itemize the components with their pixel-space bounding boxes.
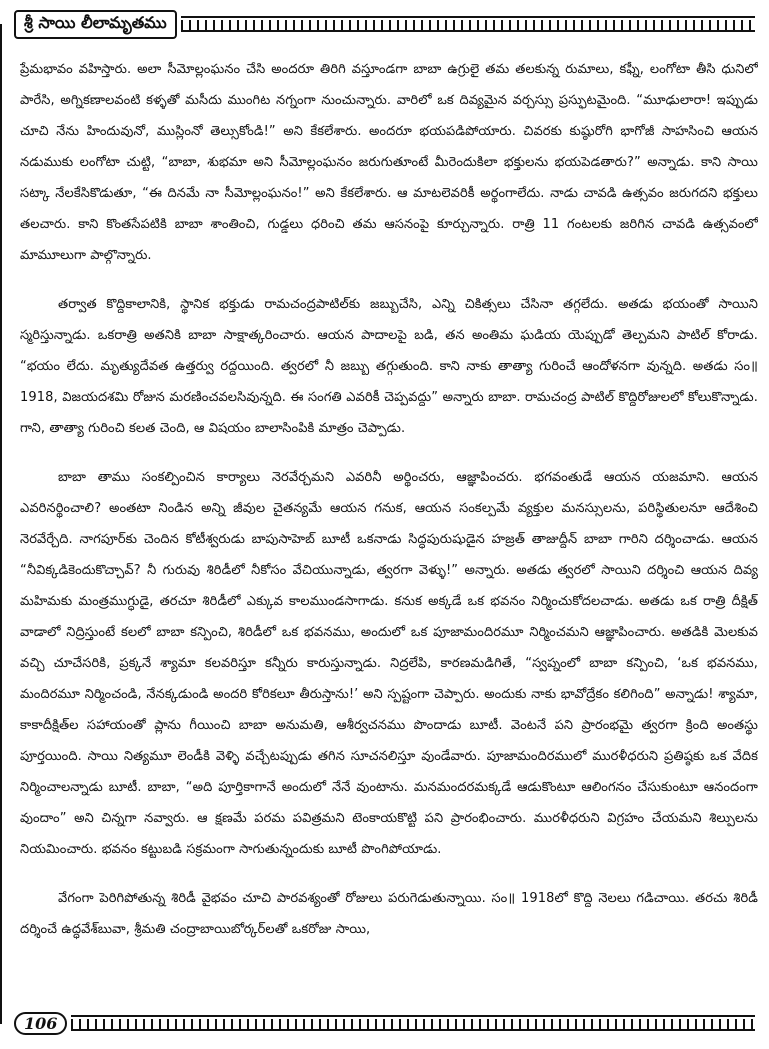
paragraph-continued: ప్రేమభావం వహిస్తారు. అలా సీమోల్లంఘనం చేసి అందరూ తిరిగి వస్తూండగా బాబా ఉగ్రులై తమ తలకున్న రుమాలు, కఫ్నీ, లంగోటా తీసి ధునిలో పారేసి, అగ్నికణాలవంటి కళ్ళతో మసీదు ముంగిట నగ్నంగా నుంచున్నారు. వారిలో ఒక దివ్యమైన వర్చస్సు ప్రస్ఫుటమైంది. “మూఢులారా! ఇప్పుడు చూచి నేను హిందువునో, ముస్లింనో తెల్సుకోండి!” అని కేకలేశారు. అందరూ భయపడిపోయారు. చివరకు కుష్ఠురోగి భాగోజీ సాహసించి ఆయన నడుముకు లంగోటా చుట్టి, “బాబా, శుభమా అని సీమోల్లంఘనం జరుగుతూంటే మీరెందుకిలా భక్తులను భయపెడతారు?” అన్నాడు. కాని సాయి సట్కా నేలకేసికొడుతూ, “ఈ దినమే నా సీమోల్లంఘనం!” అని కేకలేశారు. ఆ మాటలెవరికీ అర్థంగాలేదు. నాడు చావడి ఉత్సవం జరుగదని భక్తులు తలచారు. కాని కొంతసేపటికి బాబా శాంతించి, గుడ్డలు ధరించి తమ ఆసనంపై కూర్చున్నారు. రాత్రి 11 గంటలకు జరిగిన చావడి ఉత్సవంలో మామూలుగా పాల్గొన్నారు.	[20, 62, 758, 263]
paragraph: వేగంగా పెరిగిపోతున్న శిరిడీ వైభవం చూచి పారవశ్యంతో రోజులు పరుగెడుతున్నాయి. సం॥ 1918లో కొద్ది నెలలు గడిచాయి. తరచు శిరిడీ దర్శించే ఉద్ధవేశ్‌బువా, శ్రీమతి చంద్రాబాయిబోర్కర్‌లతో ఒకరోజు సాయి,	[20, 891, 758, 937]
running-title: శ్రీ సాయి లీలామృతము	[14, 10, 177, 39]
page-number: 106	[14, 1012, 67, 1035]
page-body	[20, 54, 758, 1004]
paragraph: తర్వాత కొద్దికాలానికి, స్థానిక భక్తుడు రామచంద్రపాటిల్‌కు జబ్బుచేసి, ఎన్ని చికిత్సలు చేసినా తగ్గలేదు. అతడు భయంతో సాయిని స్మరిస్తున్నాడు. ఒకరాత్రి అతనికి బాబా సాక్షాత్కరించారు. ఆయన పాదాలపై బడి, తన అంతిమ ఘడియ యెప్పుడో తెల్పమని పాటిల్ కోరాడు. “భయం లేదు. మృత్యుదేవత ఉత్తర్వు రద్దయింది. త్వరలో నీ జబ్బు తగ్గుతుంది. కాని నాకు తాత్యా గురించే ఆందోళనగా వున్నది. అతడు సం॥ 1918, విజయదశమి రోజున మరణించవలసివున్నది. ఈ సంగతి ఎవరికీ చెప్పవద్దు” అన్నారు బాబా. రామచంద్ర పాటిల్ కొద్దిరోజులలో కోలుకొన్నాడు. గాని, తాత్యా గురించి కలత చెంది, ఆ విషయం బాలాసింపికి మాత్రం చెప్పాడు.	[20, 297, 758, 436]
page-footer	[14, 1008, 755, 1038]
footer-ornament-border	[71, 1015, 755, 1031]
left-border-rule	[0, 24, 6, 1024]
paragraph: బాబా తాము సంకల్పించిన కార్యాలు నెరవేర్చమని ఎవరినీ అర్థించరు, ఆజ్ఞాపించరు. భగవంతుడే ఆయన యజమాని. ఆయన ఎవరినర్థించాలి? అంతటా నిండిన అన్ని జీవుల చైతన్యమే ఆయన గనుక, ఆయన సంకల్పమే వ్యక్తుల మనస్సులను, పరిస్థితులనూ ఆదేశించి నెరవేర్చేది. నాగపూర్‌కు చెందిన కోటీశ్వరుడు బాపుసాహెబ్ బూటీ ఒకనాడు సిద్ధపురుషుడైన హజ్రత్ తాజుద్దీన్ బాబా గారిని దర్శించాడు. ఆయన “నీవిక్కడికెందుకొచ్చావ్? నీ గురువు శిరిడీలో నీకోసం వేచియున్నాడు, త్వరగా వెళ్ళు!” అన్నారు. అతడు త్వరలో సాయిని దర్శించి ఆయన దివ్య మహిమకు మంత్రముగ్ధుడై, తరచూ శిరిడీలో ఎక్కువ కాలముండసాగాడు. కనుక అక్కడే ఒక భవనం నిర్మించుకోదలచాడు. అతడు ఒక రాత్రి దీక్షిత్ వాడాలో నిద్రిస్తుంటే కలలో బాబా కన్పించి, శిరిడీలో ఒక భవనము, అందులో ఒక పూజామందిరమూ నిర్మించమని ఆజ్ఞాపించారు. అతడికి మెలకువ వచ్చి చూచేసరికి, ప్రక్కనే శ్యామా కలవరిస్తూ కన్నీరు కారుస్తున్నాడు. నిద్రలేపి, కారణమడిగితే, “స్వప్నంలో బాబా కన్పించి, ‘ఒక భవనము, మందిరమూ నిర్మించండి, నేనక్కడుండి అందరి కోరికలూ తీరుస్తాను!’ అని స్పష్టంగా చెప్పారు. అందుకు నాకు భావోద్రేకం కలిగింది” అన్నాడు! శ్యామా, కాకాదీక్షిత్‌ల సహాయంతో ప్లాను గీయించి బాబా అనుమతి, ఆశీర్వచనము పొందాడు బూటీ. వెంటనే పని ప్రారంభమై త్వరగా క్రింది అంతస్థు పూర్తయింది. సాయి నిత్యమూ లెండీకి వెళ్ళి వచ్చేటప్పుడు తగిన సూచనలిస్తూ వుండేవారు. పూజామందిరములో మురళీధరుని ప్రతిష్ఠకు ఒక వేదిక నిర్మించాలన్నాడు బూటీ. బాబా, “అది పూర్తికాగానే అందులో నేనే వుంటాను. మనమందరమక్కడే ఆడుకొంటూ ఆలింగనం చేసుకుంటూ ఆనందంగా వుందాం” అని చిన్నగా నవ్వారు. ఆ క్షణమే పరమ పవిత్రమని టెంకాయకొట్టి పని ప్రారంభించారు. మురళీధరుని విగ్రహం చేయమని శిల్పులను నియమించారు. భవనం కట్టుబడి సక్రమంగా సాగుతున్నందుకు బూటీ పొంగిపోయాడు.	[20, 470, 758, 857]
page-header	[14, 10, 755, 38]
header-ornament-border	[181, 16, 755, 32]
